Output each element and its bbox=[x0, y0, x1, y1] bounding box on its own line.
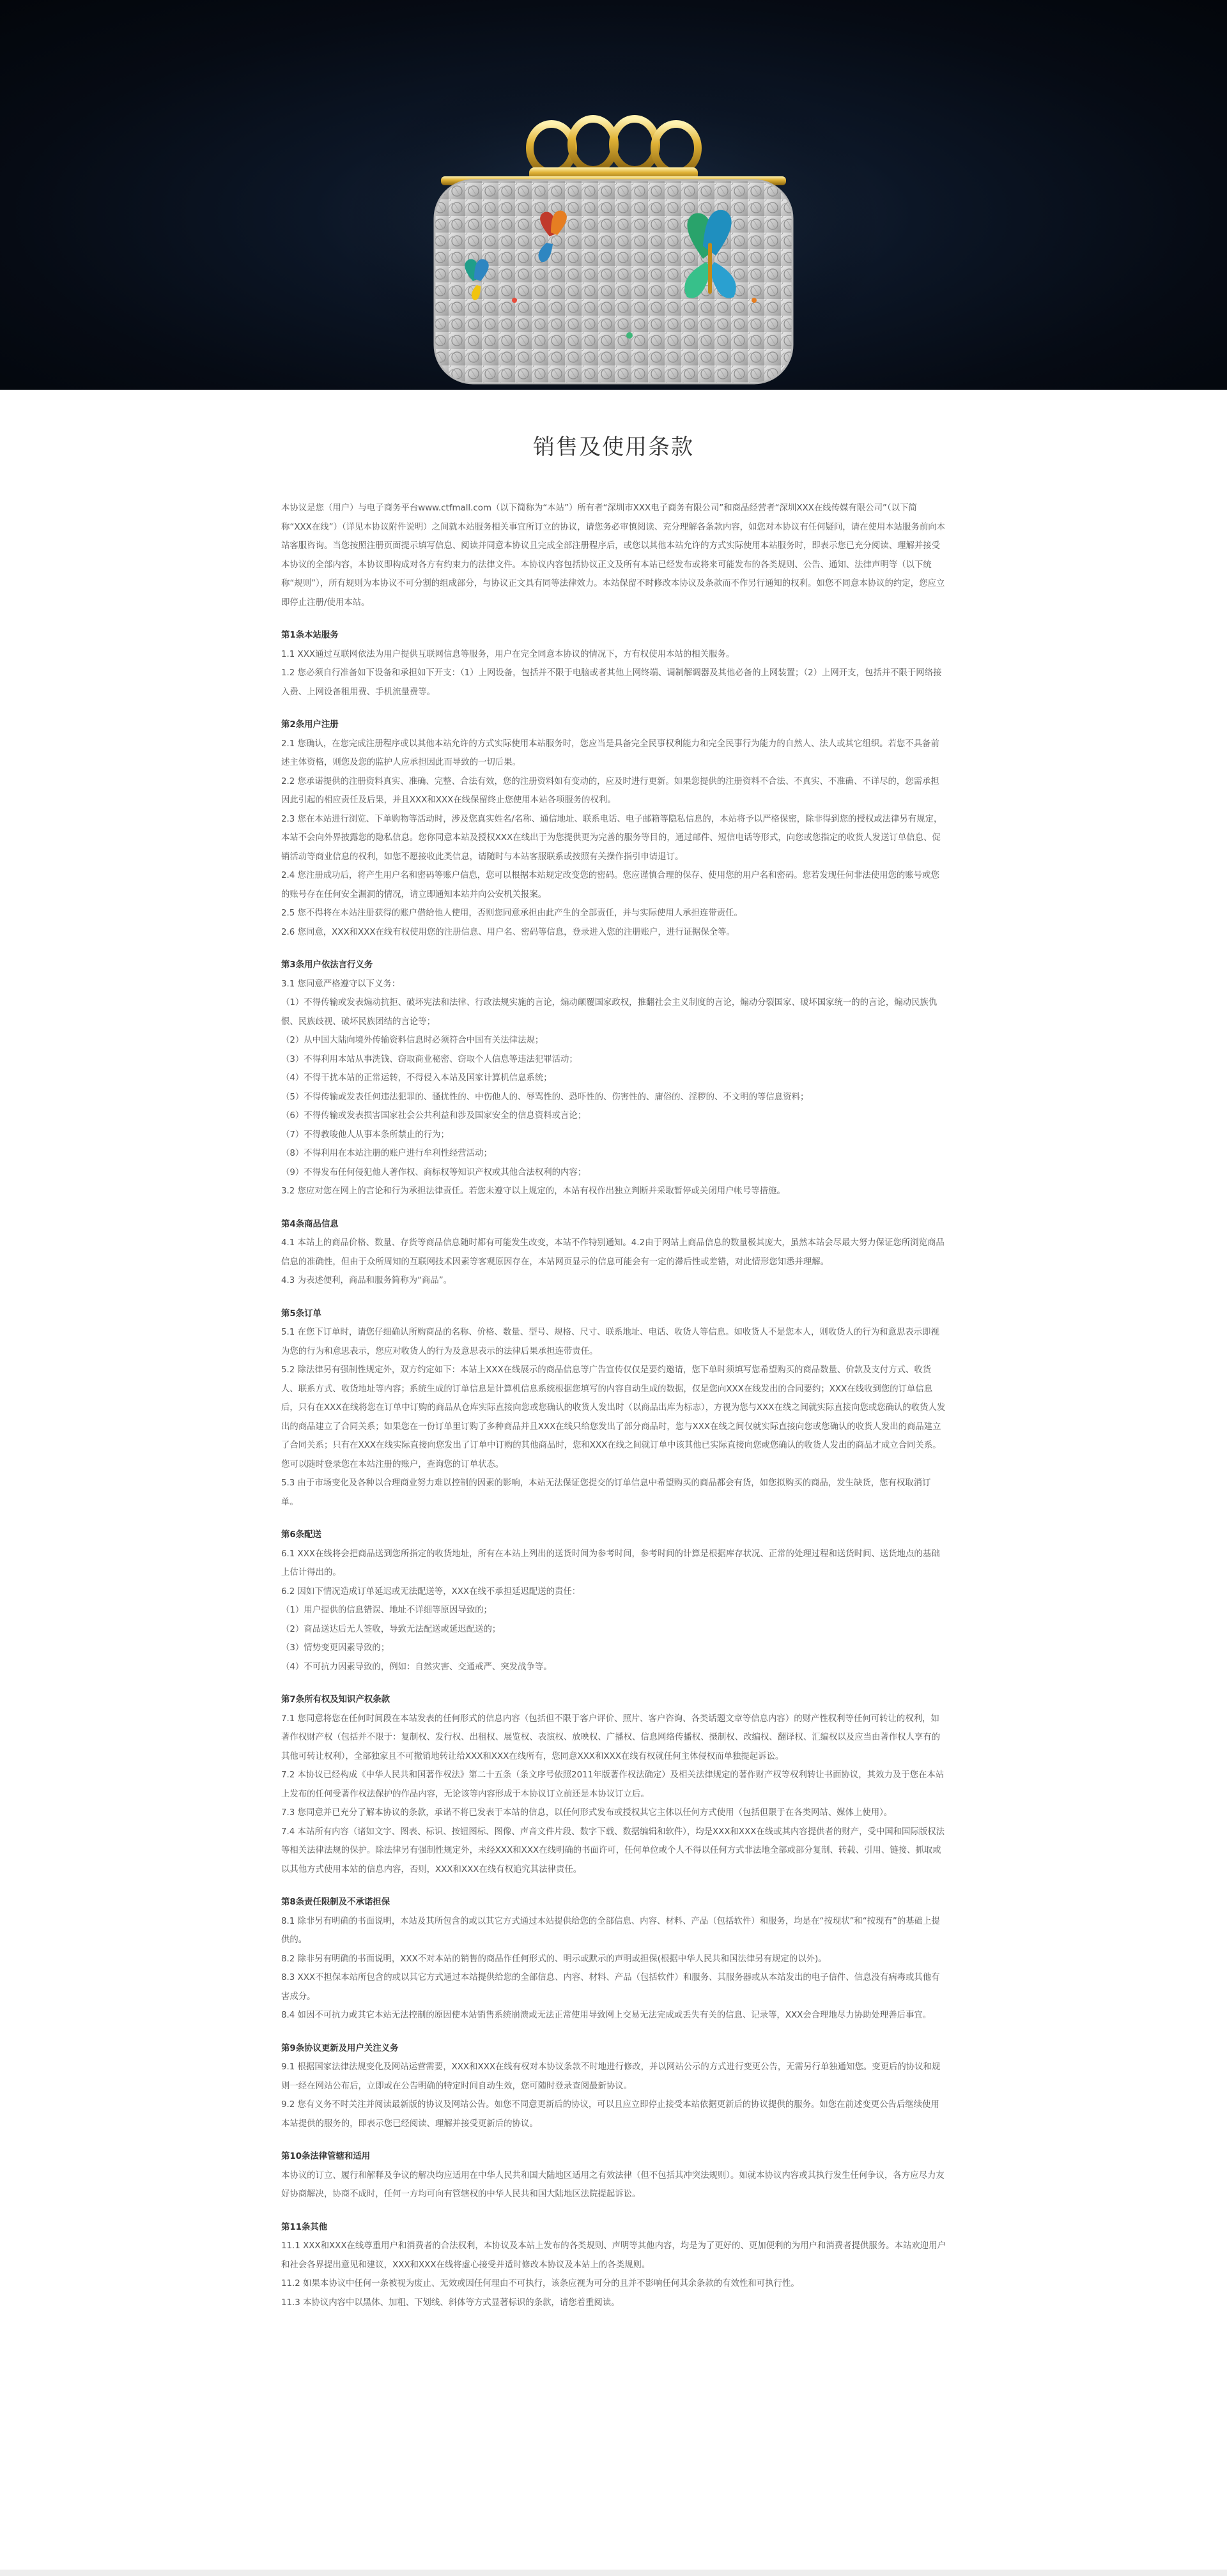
terms-section bbox=[281, 1690, 946, 1879]
section-clause: 6.2 因如下情况造成订单延迟或无法配送等，XXX在线不承担延迟配送的责任： bbox=[281, 1586, 581, 1597]
section-clause: 11.3 本协议内容中以黑体、加粗、下划线、斜体等方式显著标识的条款，请您着重阅读。 bbox=[281, 2297, 620, 2308]
section-clause: （4）不得干扰本站的正常运转，不得侵入本站及国家计算机信息系统； bbox=[281, 1073, 552, 1083]
section-heading: 第11条其他 bbox=[281, 2222, 328, 2232]
terms-section bbox=[281, 1893, 946, 2025]
terms-section bbox=[281, 716, 946, 942]
section-clause: 本协议的订立、履行和解释及争议的解决均应适用在中华人民共和国大陆地区适用之有效法律（但不包括其冲突法规则）。如就本协议内容或其执行发生任何争议，各方应尽力友好协商解决，协商不成时，任何一方均可向有管辖权的中华人民共和国大陆地区法院提起诉讼。 bbox=[281, 2170, 945, 2199]
section-clause: （5）不得传输或发表任何违法犯罪的、骚扰性的、中伤他人的、辱骂性的、恐吓性的、伤害性的、庸俗的、淫秽的、不文明的等信息资料； bbox=[281, 1092, 809, 1102]
section-clause: 2.5 您不得将在本站注册获得的账户借给他人使用，否则您同意承担由此产生的全部责任，并与实际使用人承担连带责任。 bbox=[281, 908, 743, 918]
section-clause: 2.6 您同意，XXX和XXX在线有权使用您的注册信息、用户名、密码等信息，登录进入您的注册账户，进行证据保全等。 bbox=[281, 927, 735, 937]
section-heading: 第4条商品信息 bbox=[281, 1219, 339, 1229]
sections-container bbox=[281, 626, 946, 2312]
terms-content bbox=[281, 390, 946, 2312]
section-clause: （1）用户提供的信息错误、地址不详细等原因导致的； bbox=[281, 1606, 492, 1615]
terms-section bbox=[281, 2039, 946, 2134]
section-clause: 2.2 您承诺提供的注册资料真实、准确、完整、合法有效，您的注册资料如有变动的，应及时进行更新。如果您提供的注册资料不合法、不真实、不准确、不详尽的，您需承担因此引起的相应责任及后果，并且XXX和XXX在线保留终止您使用本站各项服务的权利。 bbox=[281, 776, 939, 805]
section-clause: 2.4 您注册成功后，将产生用户名和密码等账户信息，您可以根据本站规定改变您的密码。您应谨慎合理的保存、使用您的用户名和密码。您若发现任何非法使用您的账号或您的账号存在任何安全漏洞的情况，请立即通知本站并向公安机关报案。 bbox=[281, 871, 939, 900]
section-clause: 5.1 在您下订单时，请您仔细确认所购商品的名称、价格、数量、型号、规格、尺寸、联系地址、电话、收货人等信息。如收货人不是您本人，则收货人的行为和意思表示即视为您的行为和意思表示，您应对收货人的行为及意思表示的法律后果承担连带责任。 bbox=[281, 1328, 939, 1356]
section-clause: 7.4 本站所有内容（诸如文字、图表、标识、按钮图标、图像、声音文件片段、数字下载、数据编辑和软件），均是XXX和XXX在线或其内容提供者的财产，受中国和国际版权法等相关法律法规的保护。除法律另有强制性规定外，未经XXX和XXX在线明确的书面许可，任何单位或个人不得以任何方式非法地全部或部分复制、转载、引用、链接、抓取或以其他方式使用本站的信息内容，否则，XXX和XXX在线有权追究其法律责任。 bbox=[281, 1827, 945, 1874]
section-clause: 5.2 除法律另有强制性规定外，双方约定如下：本站上XXX在线展示的商品信息等广告宣传仅仅是要约邀请，您下单时须填写您希望购买的商品数量、价款及支付方式、收货人、联系方式、收货地址等内容；系统生成的订单信息是计算机信息系统根据您填写的内容自动生成的数据，仅是您向XXX在线发出的合同要约；XXX在线收到您的订单信息后，只有在XXX在线将您在订单中订购的商品从仓库实际直接向您或您确认的收货人发出时（以商品出库为标志），方视为您与XXX在线之间就实际直接向您或您确认的收货人发出的商品建立了合同关系；如果您在一份订单里订购了多种商品并且XXX在线只给您发出了部分商品时，您与XXX在线之间仅就实际直接向您或您确认的收货人发出的商品建立了合同关系；只有在XXX在线实际直接向您发出了订单中订购的其他商品时，您和XXX在线之间就订单中该其他已实际直接向您或您确认的收货人发出的商品才成立合同关系。您可以随时登录您在本站注册的账户，查询您的订单状态。 bbox=[281, 1365, 946, 1469]
section-clause: 1.2 您必须自行准备如下设备和承担如下开支：（1）上网设备，包括并不限于电脑或者其他上网终端、调制解调器及其他必备的上网装置；（2）上网开支，包括并不限于网络接入费、上网设备租用费、手机流量费等。 bbox=[281, 668, 942, 697]
section-heading: 第6条配送 bbox=[281, 1530, 321, 1540]
section-heading: 第5条订单 bbox=[281, 1308, 321, 1319]
terms-section bbox=[281, 2218, 946, 2313]
section-heading: 第8条责任限制及不承诺担保 bbox=[281, 1897, 390, 1907]
section-clause: 4.3 为表述便利，商品和服务简称为“商品”。 bbox=[281, 1276, 452, 1285]
terms-section bbox=[281, 956, 946, 1201]
section-clause: （7）不得教唆他人从事本条所禁止的行为； bbox=[281, 1130, 449, 1140]
section-clause: （8）不得利用在本站注册的账户进行牟利性经营活动； bbox=[281, 1149, 492, 1158]
intro-paragraph: 本协议是您（用户）与电子商务平台www.ctfmall.com（以下简称为“本站”）所有者“深圳市XXX电子商务有限公司”和商品经营者“深圳XXX在线传媒有限公司”（以下简称“XXX在线”）（详见本协议附件说明）之间就本站服务相关事宜所订立的协议，请您务必审慎阅读、充分理解各条款内容，如您对本协议有任何疑问，请在使用本站服务前向本站客服咨询。当您按照注册页面提示填写信息、阅读并同意本协议且完成全部注册程序后，或您以其他本站允许的方式实际使用本站服务时，即表示您已充分阅读、理解并接受本协议的全部内容，本协议即构成对各方有约束力的法律文件。本协议内容包括协议正文及所有本站已经发布或将来可能发布的各类规则、公告、通知、法律声明等（以下统称“规则”），所有规则为本协议不可分割的组成部分，与协议正文具有同等法律效力。本站保留不时修改本协议及条款而不作另行通知的权利。如您不同意本协议的约定，您应立即停止注册/使用本站。 bbox=[281, 503, 945, 608]
section-clause: 11.1 XXX和XXX在线尊重用户和消费者的合法权利，本协议及本站上发布的各类规则、声明等其他内容，均是为了更好的、更加便利的为用户和消费者提供服务。本站欢迎用户和社会各界提出意见和建议，XXX和XXX在线将虚心接受并适时修改本协议及本站上的各类规则。 bbox=[281, 2241, 946, 2270]
section-clause: （4）不可抗力因素导致的，例如：自然灾害、交通戒严、突发战争等。 bbox=[281, 1662, 552, 1672]
section-clause: （3）情势变更因素导致的； bbox=[281, 1643, 390, 1653]
section-clause: 2.1 您确认，在您完成注册程序或以其他本站允许的方式实际使用本站服务时，您应当是具备完全民事权利能力和完全民事行为能力的自然人、法人或其它组织。若您不具备前述主体资格，则您及您的监护人应承担因此而导致的一切后果。 bbox=[281, 739, 939, 767]
section-clause: 8.3 XXX不担保本站所包含的或以其它方式通过本站提供给您的全部信息、内容、材料、产品（包括软件）和服务、其服务器或从本站发出的电子信件、信息没有病毒或其他有害成分。 bbox=[281, 1973, 940, 2002]
section-clause: （6）不得传输或发表损害国家社会公共利益和涉及国家安全的信息资料或言论； bbox=[281, 1111, 587, 1121]
section-clause: 8.4 如因不可抗力或其它本站无法控制的原因使本站销售系统崩溃或无法正常使用导致网上交易无法完成或丢失有关的信息、记录等，XXX会合理地尽力协助处理善后事宜。 bbox=[281, 2011, 932, 2020]
page-bottom-bar bbox=[0, 2570, 1227, 2576]
terms-section bbox=[281, 1305, 946, 1512]
section-heading: 第9条协议更新及用户关注义务 bbox=[281, 2043, 399, 2053]
section-clause: 5.3 由于市场变化及各种以合理商业努力难以控制的因素的影响，本站无法保证您提交的订单信息中希望购买的商品都会有货，如您拟购买的商品，发生缺货，您有权取消订单。 bbox=[281, 1478, 931, 1507]
section-heading: 第2条用户注册 bbox=[281, 720, 339, 730]
section-heading: 第7条所有权及知识产权条款 bbox=[281, 1695, 390, 1705]
section-clause: 8.1 除非另有明确的书面说明，本站及其所包含的或以其它方式通过本站提供给您的全部信息、内容、材料、产品（包括软件）和服务，均是在“按现状”和“按现有”的基础上提供的。 bbox=[281, 1916, 940, 1945]
section-clause: 7.1 您同意将您在任何时间段在本站发表的任何形式的信息内容（包括但不限于客户评价、照片、客户咨询、各类话题文章等信息内容）的财产性权利等任何可转让的权利，如著作权财产权（包括并不限于：复制权、发行权、出租权、展览权、表演权、放映权、广播权、信息网络传播权、摄制权、改编权、翻译权、汇编权以及应当由著作权人享有的其他可转让权利），全部独家且不可撤销地转让给XXX和XXX在线所有，您同意XXX和XXX在线有权就任何主体侵权而单独提起诉讼。 bbox=[281, 1713, 941, 1761]
terms-section bbox=[281, 2147, 946, 2204]
section-clause: 2.3 您在本站进行浏览、下单购物等活动时，涉及您真实姓名/名称、通信地址、联系电话、电子邮箱等隐私信息的，本站将予以严格保密，除非得到您的授权或法律另有规定，本站不会向外界披露您的隐私信息。您你同意本站及授权XXX在线出于为您提供更为完善的服务等目的，通过邮件、短信电话等形式，向您或您指定的收货人发送订单信息、促销活动等商业信息的权利，如您不愿接收此类信息，请随时与本站客服联系或按照有关操作指引申请退订。 bbox=[281, 814, 943, 862]
section-clause: 8.2 除非另有明确的书面说明，XXX不对本站的销售的商品作任何形式的、明示或默示的声明或担保(根据中华人民共和国法律另有规定的以外)。 bbox=[281, 1954, 827, 1964]
jeweled-clutch-bag-image bbox=[0, 0, 1227, 390]
section-clause: 3.1 您同意严格遵守以下义务： bbox=[281, 979, 401, 989]
section-clause: 3.2 您应对您在网上的言论和行为承担法律责任。若您未遵守以上规定的，本站有权作出独立判断并采取暂停或关闭用户帐号等措施。 bbox=[281, 1186, 785, 1196]
terms-section bbox=[281, 1526, 946, 1676]
section-clause: （9）不得发布任何侵犯他人著作权、商标权等知识产权或其他合法权利的内容； bbox=[281, 1167, 587, 1177]
section-clause: （3）不得利用本站从事洗钱、窃取商业秘密、窃取个人信息等违法犯罪活动； bbox=[281, 1054, 578, 1064]
section-clause: 7.3 您同意并已充分了解本协议的条款，承诺不将已发表于本站的信息，以任何形式发布或授权其它主体以任何方式使用（包括但限于在各类网站、媒体上使用）。 bbox=[281, 1808, 893, 1818]
section-clause: 6.1 XXX在线将会把商品送到您所指定的收货地址，所有在本站上列出的送货时间为参考时间，参考时间的计算是根据库存状况、正常的处理过程和送货时间、送货地点的基础上估计得出的。 bbox=[281, 1549, 940, 1577]
section-clause: 4.1 本站上的商品价格、数量、存货等商品信息随时都有可能发生改变，本站不作特别通知。4.2由于网站上商品信息的数量极其庞大，虽然本站会尽最大努力保证您所浏览商品信息的准确性，但由于众所周知的互联网技术因素等客观原因存在，本站网页显示的信息可能会有一定的滞后性或差错，对此情形您知悉并理解。 bbox=[281, 1238, 945, 1267]
terms-section bbox=[281, 626, 946, 702]
terms-section bbox=[281, 1215, 946, 1291]
hero-banner bbox=[0, 0, 1227, 390]
section-clause: （2）从中国大陆向境外传输资料信息时必须符合中国有关法律法规； bbox=[281, 1036, 544, 1045]
section-clause: 1.1 XXX通过互联网依法为用户提供互联网信息等服务，用户在完全同意本协议的情况下，方有权使用本站的相关服务。 bbox=[281, 649, 735, 659]
section-clause: （1）不得传输或发表煽动抗拒、破坏宪法和法律、行政法规实施的言论，煽动颠覆国家政权，推翻社会主义制度的言论，煽动分裂国家、破坏国家统一的的言论，煽动民族仇恨、民族歧视、破坏民族团结的言论等； bbox=[281, 998, 938, 1027]
section-clause: 11.2 如果本协议中任何一条被视为废止、无效或因任何理由不可执行，该条应视为可分的且并不影响任何其余条款的有效性和可执行性。 bbox=[281, 2279, 799, 2288]
section-clause: （2）商品送达后无人签收，导致无法配送或延迟配送的； bbox=[281, 1624, 501, 1634]
section-heading: 第10条法律管辖和适用 bbox=[281, 2152, 371, 2161]
section-heading: 第3条用户依法言行义务 bbox=[281, 960, 373, 970]
section-clause: 9.1 根据国家法律法规变化及网站运营需要，XXX和XXX在线有权对本协议条款不时地进行修改，并以网站公示的方式进行变更公告，无需另行单独通知您。变更后的协议和规则一经在网站公布后，立即或在公告明确的特定时间自动生效，您可随时登录查阅最新协议。 bbox=[281, 2062, 941, 2091]
section-heading: 第1条本站服务 bbox=[281, 631, 339, 640]
page-title: 销售及使用条款 bbox=[533, 434, 694, 460]
section-clause: 9.2 您有义务不时关注并阅读最新版的协议及网站公告。如您不同意更新后的协议，可以且应立即停止接受本站依据更新后的协议提供的服务。如您在前述变更公告后继续使用本站提供的服务的，即表示您已经阅读、理解并接受更新后的协议。 bbox=[281, 2100, 939, 2129]
section-clause: 7.2 本协议已经构成《中华人民共和国著作权法》第二十五条（条文序号依照2011年版著作权法确定）及相关法律规定的著作财产权等权利转让书面协议，其效力及于您在本站上发布的任何受著作权法保护的作品内容，无论该等内容形成于本协议订立前还是本协议订立后。 bbox=[281, 1770, 945, 1799]
